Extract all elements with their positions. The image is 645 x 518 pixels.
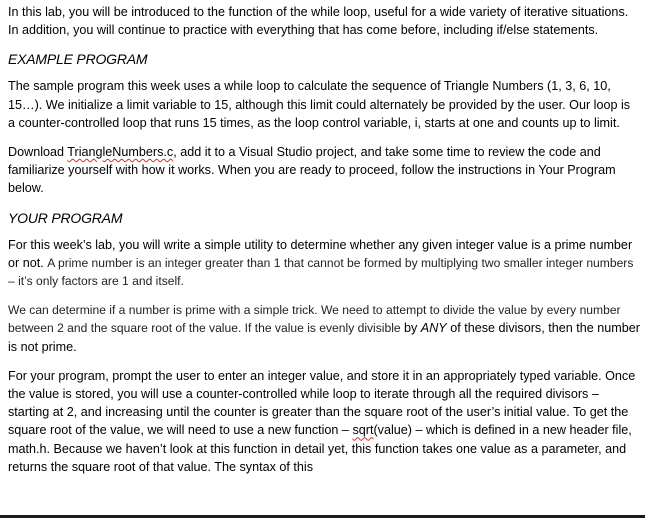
any-emphasis: ANY — [420, 321, 447, 336]
prime-trick-by: by — [403, 321, 421, 336]
document-body — [8, 3, 640, 487]
instructions-text-rest: (value) – which is defined in a new header file, math.h. Because we haven’t look at this function in detail yet, this function takes one value as a parameter, and returns the square root of that value. The syntax of this — [8, 423, 632, 474]
download-text-rest: , add it to a Visual Studio project, and take some time to review the code and familiarize yourself with how it works. When you are ready to proceed, follow the instructions in Your Program below. — [8, 145, 616, 196]
download-text: Download — [8, 145, 68, 160]
your-program-paragraph-3 — [8, 367, 640, 476]
instructions-text: For your program, prompt the user to enter an integer value, and store it in an appropriately typed variable. Once the value is stored, you will use a counter-controlled while loop to iterate through all the required divisors – starting at 2, and increasing until the counter is greater than the square root of the user’s initial value. To get the square root of the value, we will need to use a new function – — [8, 368, 636, 438]
prime-definition-text: A prime number is an integer greater than 1 that cannot be formed by multiplying two smaller integer numbers – it’s only factors are 1 and itself. — [8, 255, 634, 289]
example-paragraph-1: The sample program this week uses a while loop to calculate the sequence of Triangle Numbers (1, 3, 6, 10, 15…). We initialize a limit variable to 15, although this limit could alternately be provided by the user. Our loop is a counter-controlled loop that runs 15 times, as the loop control variable, i, starts at one and counts up to limit. — [8, 79, 631, 130]
prime-trick-text: We can determine if a number is prime with a simple trick. We need to attempt to divide the value by every number between 2 and the square root of the value. If the value is evenly divisible — [8, 303, 621, 336]
example-program-heading: EXAMPLE PROGRAM — [8, 51, 148, 68]
sqrt-function: sqrt — [352, 423, 374, 438]
example-paragraph-2 — [8, 143, 640, 198]
triangle-numbers-file: TriangleNumbers.c — [67, 145, 174, 160]
prime-intro-text: For this week’s lab, you will write a simple utility to determine whether any given integer value is a prime number or not. — [8, 237, 633, 270]
intro-paragraph: In this lab, you will be introduced to the function of the while loop, useful for a wide variety of iterative situations. In addition, you will continue to practice with everything that has come before, including if/else statements. — [8, 5, 629, 38]
your-program-heading: YOUR PROGRAM — [8, 209, 123, 226]
your-program-paragraph-1 — [8, 236, 640, 291]
prime-trick-rest: of these divisors, then the number is not prime. — [8, 321, 640, 354]
your-program-paragraph-2 — [8, 301, 640, 356]
